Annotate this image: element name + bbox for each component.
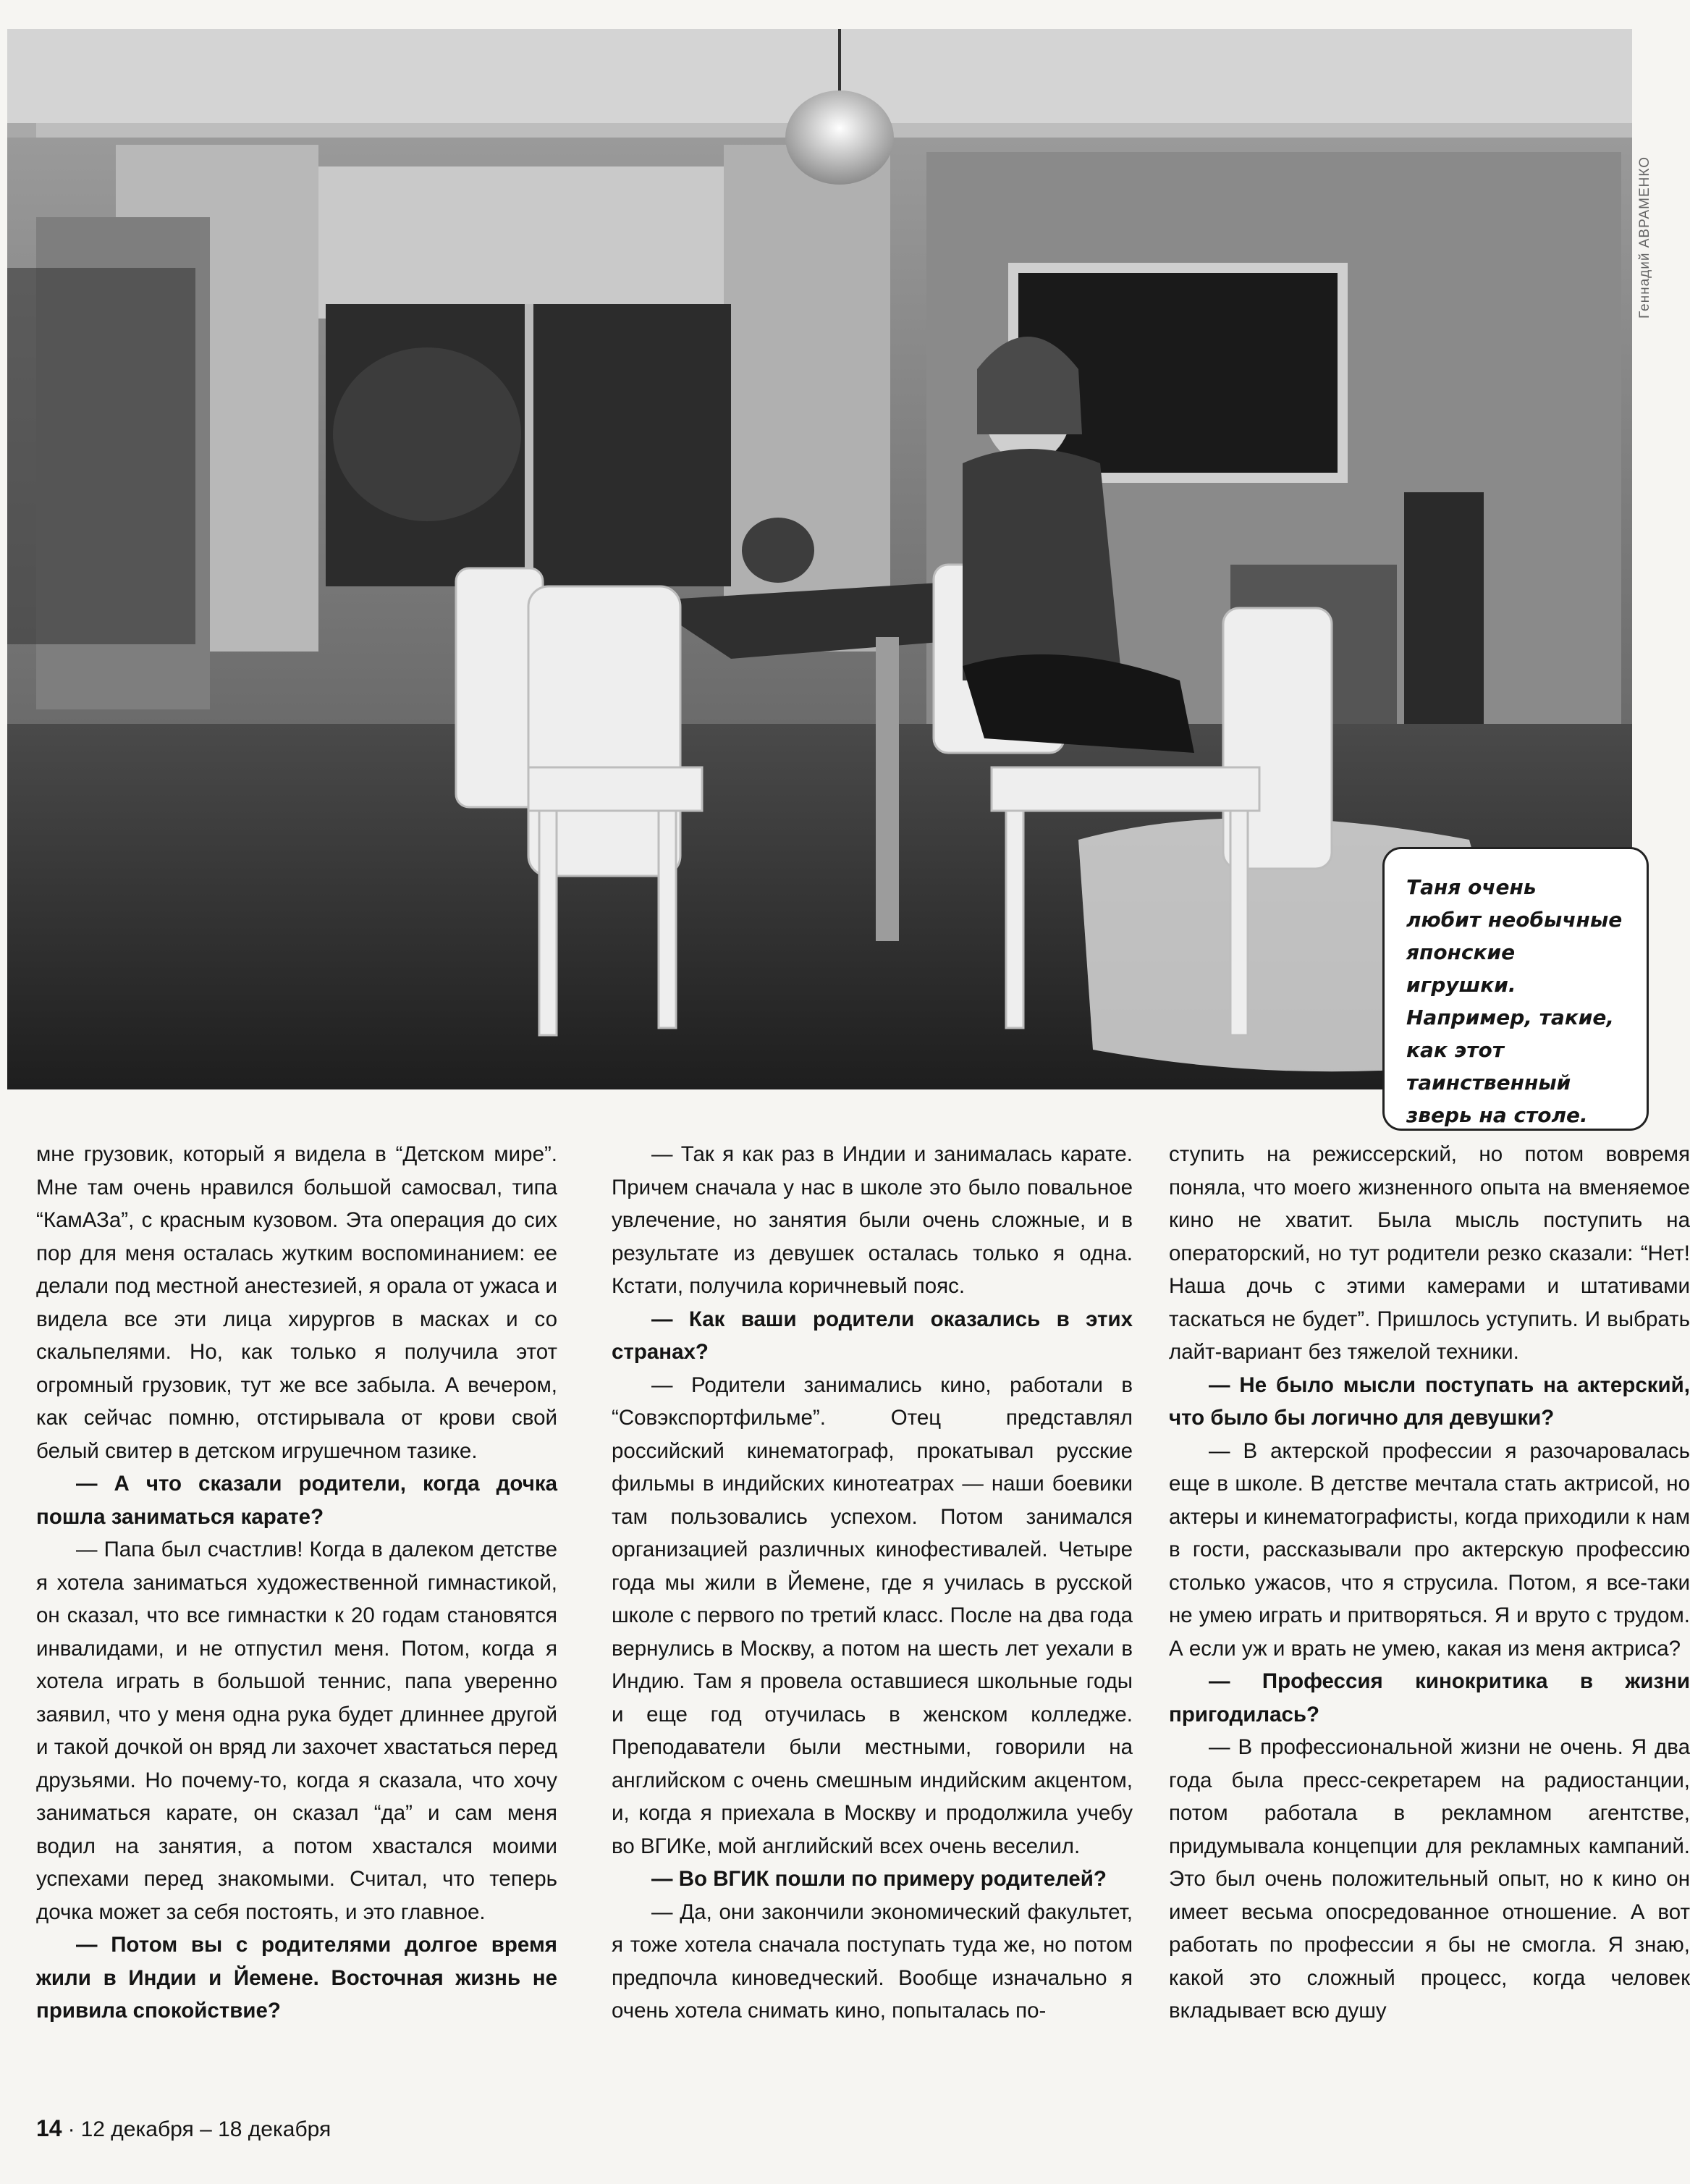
interview-question: — Не было мысли поступать на актерский, что было бы логично для девушки? — [1169, 1373, 1690, 1430]
caption-line: Например, такие, — [1406, 1005, 1615, 1029]
caption-line: Таня очень — [1406, 875, 1537, 899]
photo-caption — [1382, 847, 1649, 1131]
article-paragraph: — В актерской профессии я разочаровалась еще в школе. В детстве мечтала стать актрисой, но актеры и кинематографисты, когда приходили к нам в гости, рассказывали про актерскую профессию столько ужасов, что я струсила. Потом, я все-таки не умею играть и притворяться. Я и вруто с трудом. А если уж и врать не умею, какая из меня актриса? — [1169, 1438, 1690, 1661]
article-column-1 — [36, 1138, 557, 2028]
interview-question: — А что сказали родители, когда дочка пошла заниматься карате? — [36, 1472, 557, 1529]
interview-question: — Профессия кинокритика в жизни пригодилась? — [1169, 1669, 1690, 1726]
interview-question: — Как ваши родители оказались в этих странах? — [612, 1307, 1133, 1364]
caption-line: как этот — [1406, 1038, 1504, 1062]
article-paragraph: — Так я как раз в Индии и занималась карате. Причем сначала у нас в школе это было повальное увлечение, но занятия были очень сложные, и в результате из девушек осталась только я одна. Кстати, получила коричневый пояс. — [612, 1142, 1133, 1298]
page-footer — [36, 2114, 331, 2143]
page-number: 14 — [36, 2115, 62, 2141]
article-paragraph: ступить на режиссерский, но потом вовремя поняла, что моего жизненного опыта на вменяемое кино не хватит. Была мысль поступить на операторский, но тут родители резко сказали: “Нет! Наша дочь с этими камерами и штативами таскаться не будет”. Пришлось уступить. И выбрать лайт-вариант без тяжелой техники. — [1169, 1142, 1690, 1364]
photo-credit: Геннадий АВРАМЕНКО — [1637, 156, 1652, 319]
caption-line: японские — [1406, 940, 1516, 964]
article-paragraph: — Родители занимались кино, работали в “Совэкспортфильме”. Отец представлял российский кинематограф, прокатывал русские фильмы в индийских кинотеатрах — наши боевики там пользовались успехом. Потом занимался организацией различных кинофестивалей. Четыре года мы жили в Йемене, где я училась в русской школе с первого по третий класс. После на два года вернулись в Москву, а потом на шесть лет уехали в Индию. Там я провела оставшиеся школьные годы и еще год отучилась в женском колледже. Преподаватели были местными, говорили на английском с очень смешным индийским акцентом, и, когда я приехала в Москву и продолжила учебу во ВГИКе, мой английский всех очень веселил. — [612, 1373, 1133, 1858]
article-paragraph: — Да, они закончили экономический факультет, я тоже хотела сначала поступать туда же, но потом предпочла киноведческий. Вообще изначально я очень хотела снимать кино, попыталась по- — [612, 1900, 1133, 2023]
article-paragraph: — Папа был счастлив! Когда в далеком детстве я хотела заниматься художественной гимнастикой, он сказал, что все гимнастки к 20 годам становятся инвалидами, и не отпустил меня. Потом, когда я хотела играть в большой теннис, папа уверенно заявил, что у меня одна рука будет длиннее другой и такой дочкой он вряд ли захочет хвастаться перед друзьями. Но почему-то, когда я сказала, что хочу заниматься карате, он сказал “да” и сам меня водил на занятия, а потом хвастался моими успехами перед знакомыми. Считал, что теперь дочка может за себя постоять, и это главное. — [36, 1538, 557, 1924]
caption-line: зверь на столе. — [1406, 1103, 1588, 1127]
caption-line: таинственный — [1406, 1071, 1571, 1095]
issue-dates: 12 декабря – 18 декабря — [80, 2117, 331, 2141]
article-column-2 — [612, 1138, 1133, 2028]
article-column-3 — [1169, 1138, 1690, 2028]
article-paragraph: — В профессиональной жизни не очень. Я два года была пресс-секретарем на радиостанции, потом работала в рекламном агентстве, придумывала концепции для рекламных кампаний. Это был очень положительный опыт, но к кино он имеет весьма опосредованное отношение. А вот работать по профессии я бы не смогла. Я знаю, какой это сложный процесс, когда человек вкладывает всю душу — [1169, 1735, 1690, 2023]
interview-question: — Во ВГИК пошли по примеру родителей? — [651, 1867, 1107, 1891]
footer-separator: · — [67, 2117, 75, 2141]
caption-line: игрушки. — [1406, 973, 1516, 997]
caption-line: любит необычные — [1406, 908, 1623, 932]
article-paragraph: мне грузовик, который я видела в “Детском мире”. Мне там очень нравился большой самосвал, типа “КамАЗа”, с красным кузовом. Эта операция до сих пор для меня осталась жутким воспоминанием: ее делали под местной анестезией, я орала от ужаса и видела все эти лица хирургов в масках и со скальпелями. Но, как только я получила этот огромный грузовик, тут же все забыла. А вечером, как сейчас помню, отстирывала от крови свой белый свитер в детском игрушечном тазике. — [36, 1142, 557, 1463]
interview-question: — Потом вы с родителями долгое время жили в Индии и Йемене. Восточная жизнь не привила спокойствие? — [36, 1933, 557, 2023]
